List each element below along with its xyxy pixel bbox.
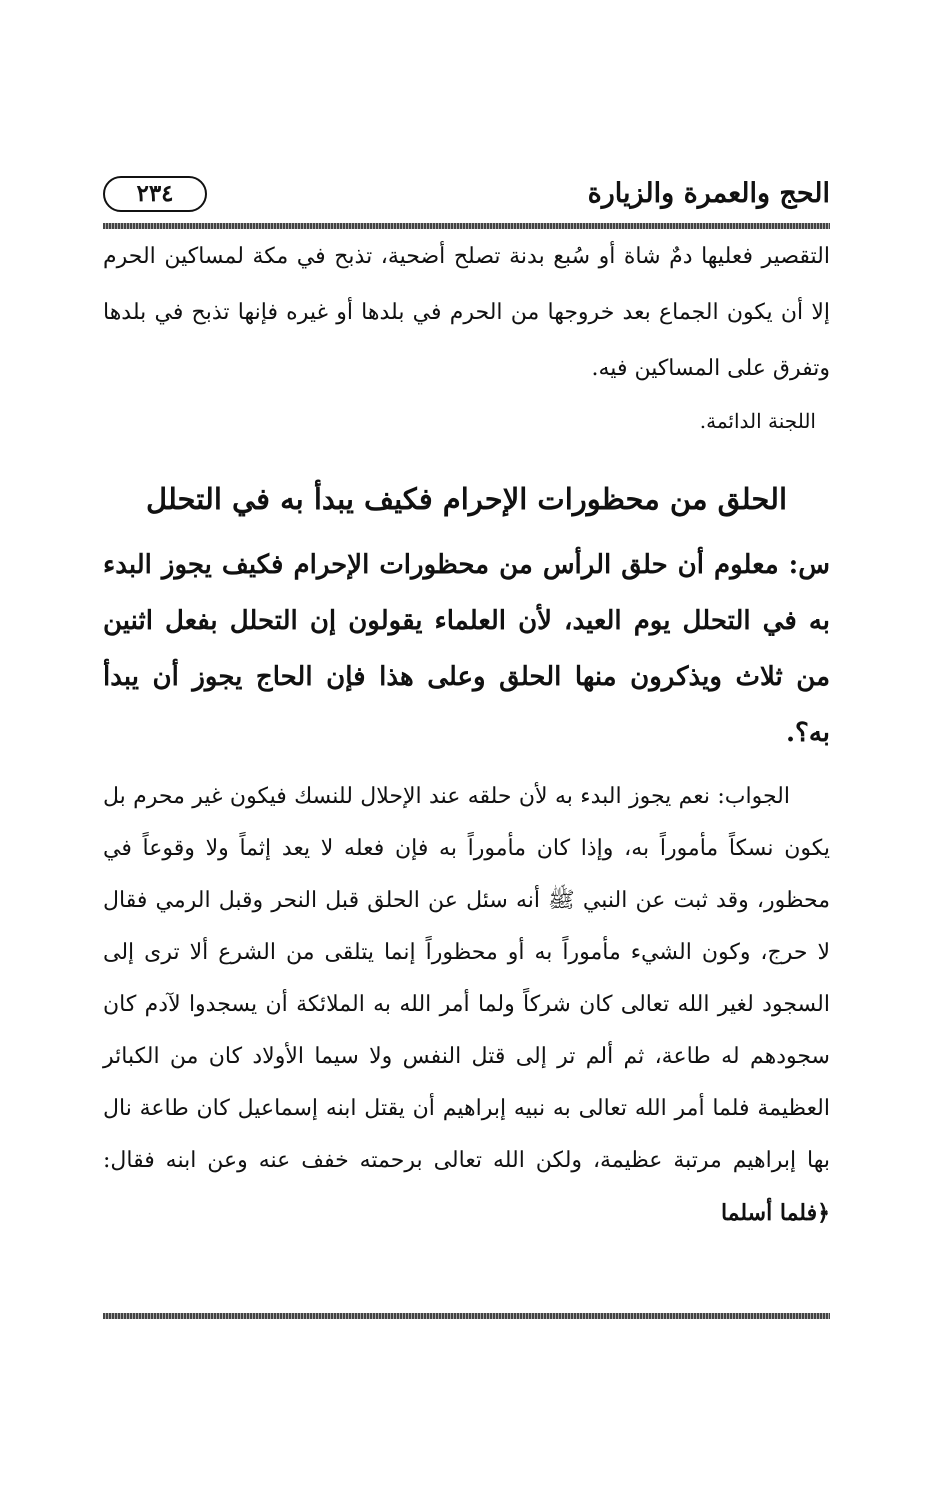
- page-header: [103, 172, 830, 222]
- answer-text: الجواب: نعم يجوز البدء به لأن حلقه عند الإحلال للنسك فيكون غير محرم بل يكون نسكاً مأموراً به، وإذا كان مأموراً به فإن فعله لا يعد إثماً ولا وقوعاً في محظور، وقد ثبت عن النبي ﷺ أنه سئل عن الحلق قبل النحر وقبل الرمي فقال لا حرج، وكون الشيء مأموراً به أو محظوراً إنما يتلقى من الشرع ألا ترى إلى السجود لغير الله تعالى كان شركاً ولما أمر الله به الملائكة أن يسجدوا لآدم كان سجودهم له طاعة، ثم ألم تر إلى قتل النفس ولا سيما الأولاد كان من الكبائر العظيمة فلما أمر الله تعالى به نبيه إبراهيم أن يقتل ابنه إسماعيل كان طاعة نال بها إبراهيم مرتبة عظيمة، ولكن الله تعالى برحمته خفف عنه وعن ابنه فقال:: [103, 784, 830, 1173]
- quran-quote: ﴿فلما أسلما: [720, 1200, 830, 1226]
- page-number-badge: ٢٣٤: [103, 176, 207, 212]
- intro-paragraph: التقصير فعليها دمٌ شاة أو سُبع بدنة تصلح أضحية، تذبح في مكة لمساكين الحرم إلا أن يكون الجماع بعد خروجها من الحرم في بلدها أو غيره فإنها تذبح في بلدها وتفرق على المساكين فيه.: [103, 244, 830, 381]
- book-title: الحج والعمرة والزيارة: [587, 178, 830, 209]
- section-heading: الحلق من محظورات الإحرام فكيف يبدأ به في التحلل: [145, 482, 788, 516]
- question-paragraph: س: معلوم أن حلق الرأس من محظورات الإحرام فكيف يجوز البدء به في التحلل يوم العيد، لأن العلماء يقولون إن التحلل بفعل اثنين من ثلاث ويذكرون منها الحلق وعلى هذا فإن الحاج يجوز أن يبدأ به؟.: [103, 550, 830, 748]
- answer-paragraph: [103, 771, 830, 1240]
- footer-divider: [103, 1313, 830, 1319]
- page-body: [103, 229, 830, 1240]
- fatwa-signature: اللجنة الدائمة.: [699, 409, 816, 433]
